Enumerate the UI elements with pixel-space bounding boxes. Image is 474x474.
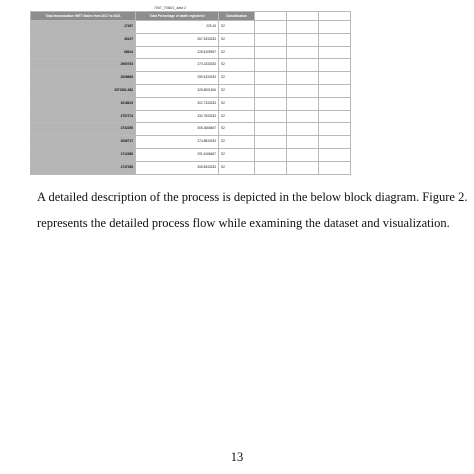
table-cell: 3218613 [31,97,136,110]
empty-cell [255,123,287,136]
empty-cell [287,123,319,136]
spreadsheet-screenshot [30,5,350,175]
empty-cell [287,33,319,46]
table-cell: 332.7833333 [136,110,219,123]
empty-cell [287,72,319,85]
empty-cell [255,97,287,110]
spreadsheet-title: 7067_7066/1_data 2 [153,6,187,10]
column-header: Total Percentage of death registered [136,12,219,21]
data-table [30,11,351,175]
table-row [31,59,351,72]
empty-cell [255,21,287,34]
table-cell: 1712386 [31,148,136,161]
table-row [31,161,351,174]
empty-cell [287,161,319,174]
table-row [31,21,351,34]
table-cell: 302.7333333 [136,97,219,110]
empty-cell [287,97,319,110]
table-cell: 270.2333333 [136,59,219,72]
empty-cell [319,84,351,97]
table-row [31,97,351,110]
empty-cell [255,161,287,174]
table-cell: S2 [219,148,255,161]
table-cell: S2 [219,161,255,174]
table-cell: S2 [219,110,255,123]
empty-cell [319,72,351,85]
empty-cell [287,21,319,34]
empty-header-cell [255,12,287,21]
table-cell: 2732250 [31,123,136,136]
empty-cell [255,84,287,97]
table-cell: S2 [219,123,255,136]
empty-cell [287,148,319,161]
table-cell: S2 [219,46,255,59]
table-row [31,46,351,59]
table-cell: S2 [219,59,255,72]
table-cell: 274.8833333 [136,136,219,149]
empty-cell [319,161,351,174]
table-cell: 325.8001906 [136,84,219,97]
empty-cell [287,46,319,59]
empty-cell [255,72,287,85]
paragraph-line: A detailed description of the process is depicted in the below block diagram. Figure 2. [37,190,468,204]
table-row [31,72,351,85]
table-cell: 228.5109957 [136,46,219,59]
table-cell: S2 [219,72,255,85]
empty-cell [319,136,351,149]
empty-cell [319,21,351,34]
table-row [31,110,351,123]
empty-cell [287,136,319,149]
table-row [31,123,351,136]
table-header-row [31,12,351,21]
table-cell: 308.3666667 [136,123,219,136]
table-cell: 46197 [31,33,136,46]
empty-header-cell [319,12,351,21]
empty-cell [255,136,287,149]
body-paragraph [37,184,468,236]
table-cell: 2056717 [31,136,136,149]
empty-cell [319,59,351,72]
table-cell: 291.6166667 [136,148,219,161]
page-number: 13 [230,450,244,464]
table-row [31,136,351,149]
table-row [31,84,351,97]
empty-header-cell [287,12,319,21]
table-cell: S2 [219,21,255,34]
table-cell: 2572361.382 [31,84,136,97]
table-row [31,148,351,161]
table-cell: 17267 [31,21,136,34]
table-cell: S2 [219,33,255,46]
empty-cell [319,148,351,161]
empty-cell [319,97,351,110]
table-cell: S2 [219,136,255,149]
empty-cell [255,110,287,123]
empty-cell [319,33,351,46]
table-cell: 308.8333333 [136,161,219,174]
column-header: Total Immunization WRT States from 2017 to 2021 [31,12,136,21]
empty-cell [255,148,287,161]
empty-cell [319,46,351,59]
table-cell: 225.15 [136,21,219,34]
table-cell: 267.5333333 [136,33,219,46]
empty-cell [319,123,351,136]
empty-cell [255,33,287,46]
table-row [31,33,351,46]
empty-cell [255,46,287,59]
table-cell: 2008669 [31,72,136,85]
table-cell: 2757274 [31,110,136,123]
empty-cell [255,59,287,72]
empty-cell [287,84,319,97]
empty-cell [319,110,351,123]
column-header: Classification [219,12,255,21]
paragraph-line: represents the detailed process flow while examining the dataset and visualization. [37,216,450,230]
table-cell: 2960763 [31,59,136,72]
empty-cell [287,110,319,123]
empty-cell [287,59,319,72]
table-cell: 259.4333333 [136,72,219,85]
table-cell: 68614 [31,46,136,59]
table-cell: S2 [219,84,255,97]
table-cell: S2 [219,97,255,110]
table-cell: 1747285 [31,161,136,174]
